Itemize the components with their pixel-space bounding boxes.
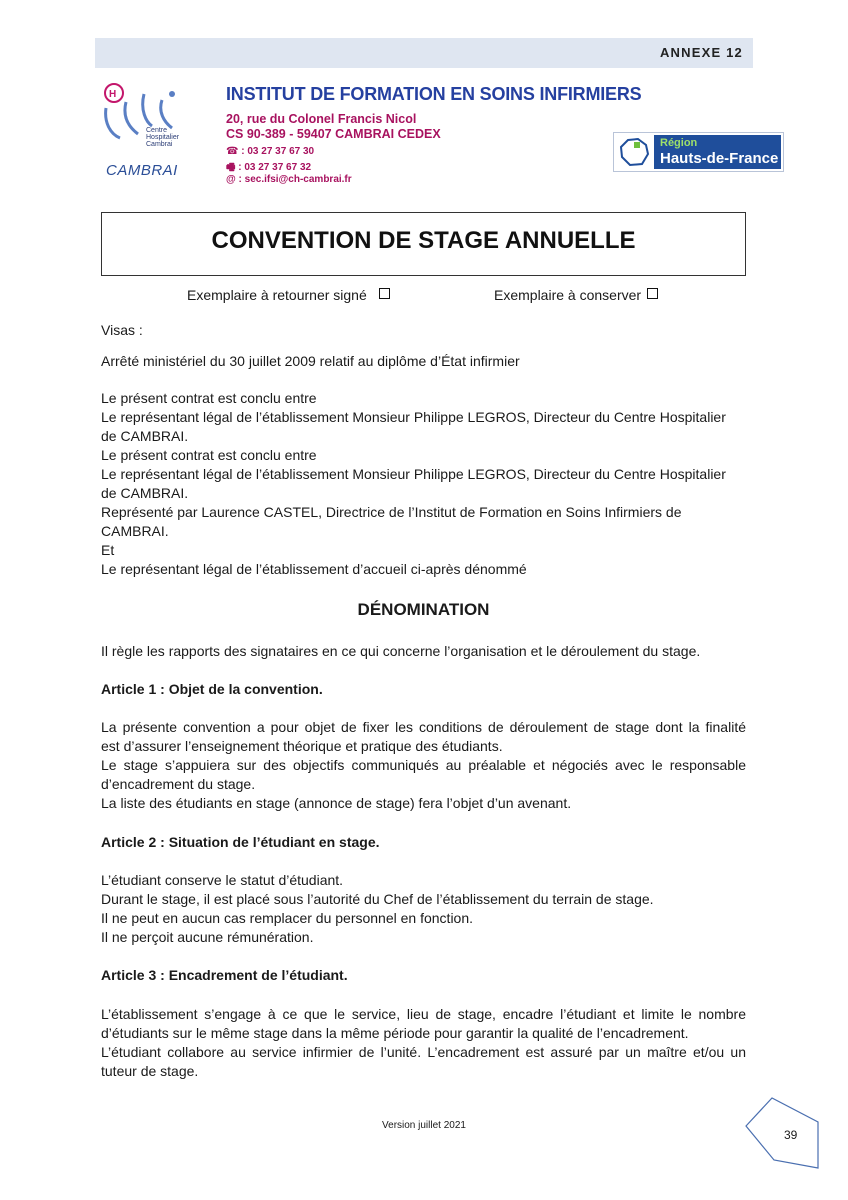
page-number: 39 bbox=[784, 1128, 798, 1142]
region-logo bbox=[613, 132, 784, 172]
institute-street: 20, rue du Colonel Francis Nicol bbox=[226, 112, 417, 126]
region-line1: Région bbox=[660, 137, 698, 149]
region-panel bbox=[654, 135, 781, 169]
copy-keep-option bbox=[494, 287, 658, 303]
visas-label: Visas : bbox=[101, 322, 143, 338]
svg-text:H: H bbox=[109, 89, 117, 100]
article1-title: Article 1 : Objet de la convention. bbox=[101, 681, 323, 697]
logo-hospital-line: Centre bbox=[146, 127, 168, 134]
annex-label: ANNEXE 12 bbox=[659, 45, 743, 60]
page-number-badge bbox=[744, 1096, 820, 1170]
logo-city: CAMBRAI bbox=[106, 162, 178, 179]
document-title: CONVENTION DE STAGE ANNUELLE bbox=[211, 227, 636, 254]
logo-hospital-line: Hospitalier bbox=[146, 134, 180, 141]
page-corner-icon bbox=[744, 1096, 820, 1170]
footer-version: Version juillet 2021 bbox=[382, 1120, 466, 1131]
ifsi-logo bbox=[100, 82, 200, 187]
article2-line: Durant le stage, il est placé sous l’autorité du Chef de l’établissement du terrain de stage. bbox=[101, 891, 654, 907]
copy-signed-option bbox=[187, 287, 390, 303]
institute-email: @ : sec.ifsi@ch-cambrai.fr bbox=[226, 174, 352, 185]
article2-title: Article 2 : Situation de l’étudiant en stage. bbox=[101, 834, 380, 850]
parties-line: Représenté par Laurence CASTEL, Directrice de l’Institut de Formation en Soins Infirmiers de bbox=[101, 504, 682, 520]
article3-line: tuteur de stage. bbox=[101, 1063, 199, 1079]
copy-signed-checkbox[interactable] bbox=[379, 288, 390, 299]
institute-name: INSTITUT DE FORMATION EN SOINS INFIRMIERS bbox=[226, 84, 642, 104]
phone-icon: ☎ bbox=[226, 146, 239, 157]
institute-phone: : 03 27 37 67 30 bbox=[241, 146, 315, 157]
article1-line: est d’assurer l’enseignement théorique et pratique des étudiants. bbox=[101, 738, 503, 754]
institute-fax: : 03 27 37 67 32 bbox=[238, 162, 312, 173]
article3-title: Article 3 : Encadrement de l’étudiant. bbox=[101, 967, 348, 983]
institute-phone-row bbox=[226, 146, 314, 157]
parties-line: Le représentant légal de l’établissement d’accueil ci-après dénommé bbox=[101, 561, 527, 577]
article1-line: La liste des étudiants en stage (annonce de stage) fera l’objet d’un avenant. bbox=[101, 795, 572, 811]
fax-icon: 🖷 bbox=[226, 162, 236, 173]
copy-keep-label: Exemplaire à conserver bbox=[494, 287, 642, 303]
parties-line: Le représentant légal de l’établissement Monsieur Philippe LEGROS, Directeur du Centre Hospitalier bbox=[101, 409, 726, 425]
parties-line: Et bbox=[101, 542, 115, 558]
arrete-line: Arrêté ministériel du 30 juillet 2009 relatif au diplôme d’État infirmier bbox=[101, 353, 520, 369]
article1-line: d’encadrement du stage. bbox=[101, 776, 256, 792]
article2-line: L’étudiant conserve le statut d’étudiant. bbox=[101, 872, 344, 888]
parties-line: de CAMBRAI. bbox=[101, 485, 189, 501]
copy-keep-checkbox[interactable] bbox=[647, 288, 658, 299]
article3-line: L’étudiant collabore au service infirmier de l’unité. L’encadrement est assuré par un maître et/ou un bbox=[101, 1044, 746, 1060]
parties-line: Le présent contrat est conclu entre bbox=[101, 390, 317, 406]
parties-line: de CAMBRAI. bbox=[101, 428, 189, 444]
annex-bar bbox=[95, 38, 753, 68]
denomination-heading: DÉNOMINATION bbox=[357, 600, 490, 619]
copy-signed-label: Exemplaire à retourner signé bbox=[187, 287, 367, 303]
parties-line: Le présent contrat est conclu entre bbox=[101, 447, 317, 463]
article1-line: La présente convention a pour objet de fixer les conditions de déroulement de stage dont la finalité bbox=[101, 719, 746, 735]
france-map-icon bbox=[618, 137, 652, 167]
logo-hospital-text bbox=[146, 127, 179, 148]
parties-line: Le représentant légal de l’établissement Monsieur Philippe LEGROS, Directeur du Centre Hospitalier bbox=[101, 466, 726, 482]
logo-hospital-line: Cambrai bbox=[146, 141, 173, 148]
article3-line: L’établissement s’engage à ce que le service, lieu de stage, encadre l’étudiant et limite le nombre bbox=[101, 1006, 746, 1022]
article2-line: Il ne peut en aucun cas remplacer du personnel en fonction. bbox=[101, 910, 474, 926]
parties-line: CAMBRAI. bbox=[101, 523, 169, 539]
article1-line: Le stage s’appuiera sur des objectifs communiqués au préalable et négociés avec le responsable bbox=[101, 757, 746, 773]
intro-line: Il règle les rapports des signataires en ce qui concerne l’organisation et le déroulement du stage. bbox=[101, 643, 701, 659]
title-box bbox=[101, 212, 746, 276]
region-line2: Hauts-de-France bbox=[660, 150, 779, 167]
article3-line: d’étudiants sur le même stage dans la même période pour garantir la qualité de l’encadrement. bbox=[101, 1025, 689, 1041]
institute-postal: CS 90-389 - 59407 CAMBRAI CEDEX bbox=[226, 127, 441, 141]
ifsi-logo-mark bbox=[100, 82, 200, 162]
institute-header bbox=[226, 84, 642, 185]
article2-line: Il ne perçoit aucune rémunération. bbox=[101, 929, 314, 945]
